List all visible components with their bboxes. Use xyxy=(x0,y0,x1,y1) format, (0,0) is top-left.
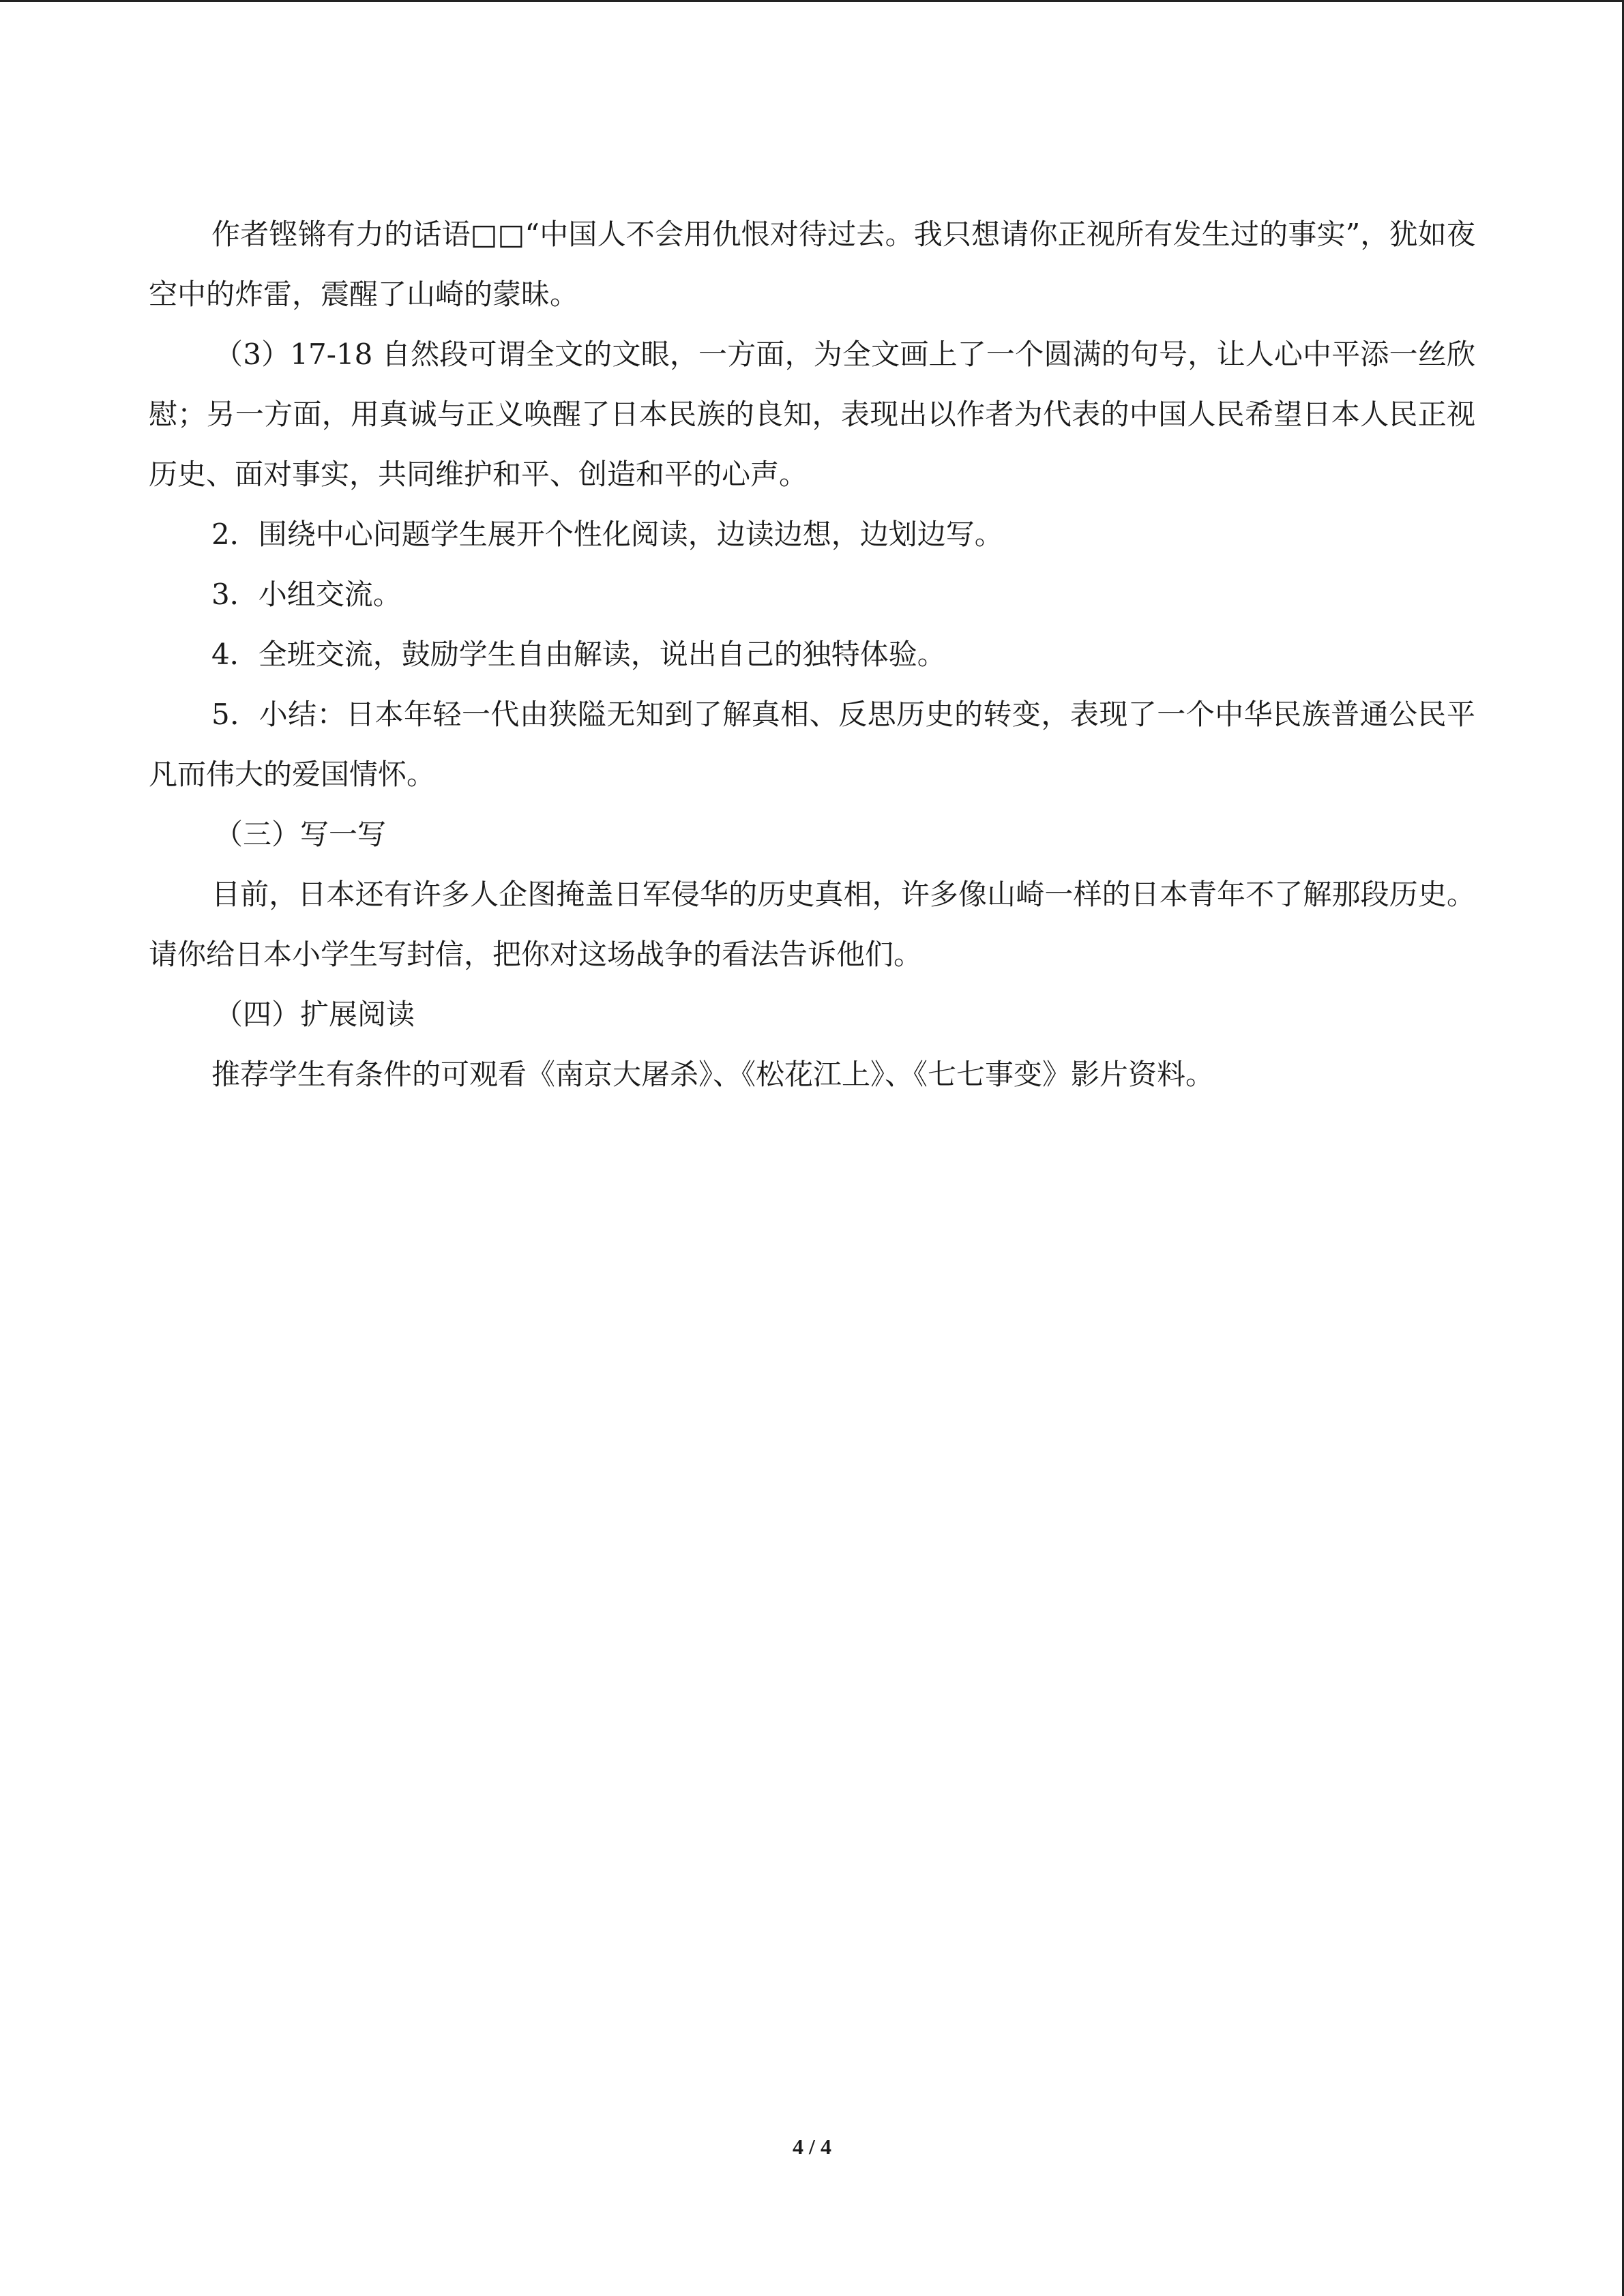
document-body xyxy=(149,205,1475,1105)
paragraph-recommended-films: 推荐学生有条件的可观看《南京大屠杀》、《松花江上》、《七七事变》影片资料。 xyxy=(211,1058,1215,1091)
page-number: 4 / 4 xyxy=(793,2134,831,2159)
paragraph-step-2: 2．围绕中心问题学生展开个性化阅读，边读边想，边划边写。 xyxy=(211,518,1003,551)
paragraph-write-task: 目前，日本还有许多人企图掩盖日军侵华的历史真相，许多像山崎一样的日本青年不了解那段历史。请你给日本小学生写封信，把你对这场战争的看法告诉他们。 xyxy=(149,878,1475,971)
paragraph-step-3: 3．小组交流。 xyxy=(211,578,402,611)
paragraph-step-5-summary: 5．小结：日本年轻一代由狭隘无知到了解真相、反思历史的转变，表现了一个中华民族普通公民平凡而伟大的爱国情怀。 xyxy=(149,698,1475,791)
paragraph-step-4: 4．全班交流，鼓励学生自由解读，说出自己的独特体验。 xyxy=(211,638,946,671)
heading-extended-reading: （四）扩展阅读 xyxy=(214,998,415,1031)
paragraph-author-quote: 作者铿锵有力的话语□□“中国人不会用仇恨对待过去。我只想请你正视所有发生过的事实”，犹如夜空中的炸雷，震醒了山崎的蒙昧。 xyxy=(149,218,1475,311)
heading-write: （三）写一写 xyxy=(214,818,387,851)
paragraph-section-3-analysis: （3）17-18 自然段可谓全文的文眼，一方面，为全文画上了一个圆满的句号，让人心中平添一丝欣慰；另一方面，用真诚与正义唤醒了日本民族的良知，表现出以作者为代表的中国人民希望日本人民正视历史、面对事实，共同维护和平、创造和平的心声。 xyxy=(149,338,1475,491)
